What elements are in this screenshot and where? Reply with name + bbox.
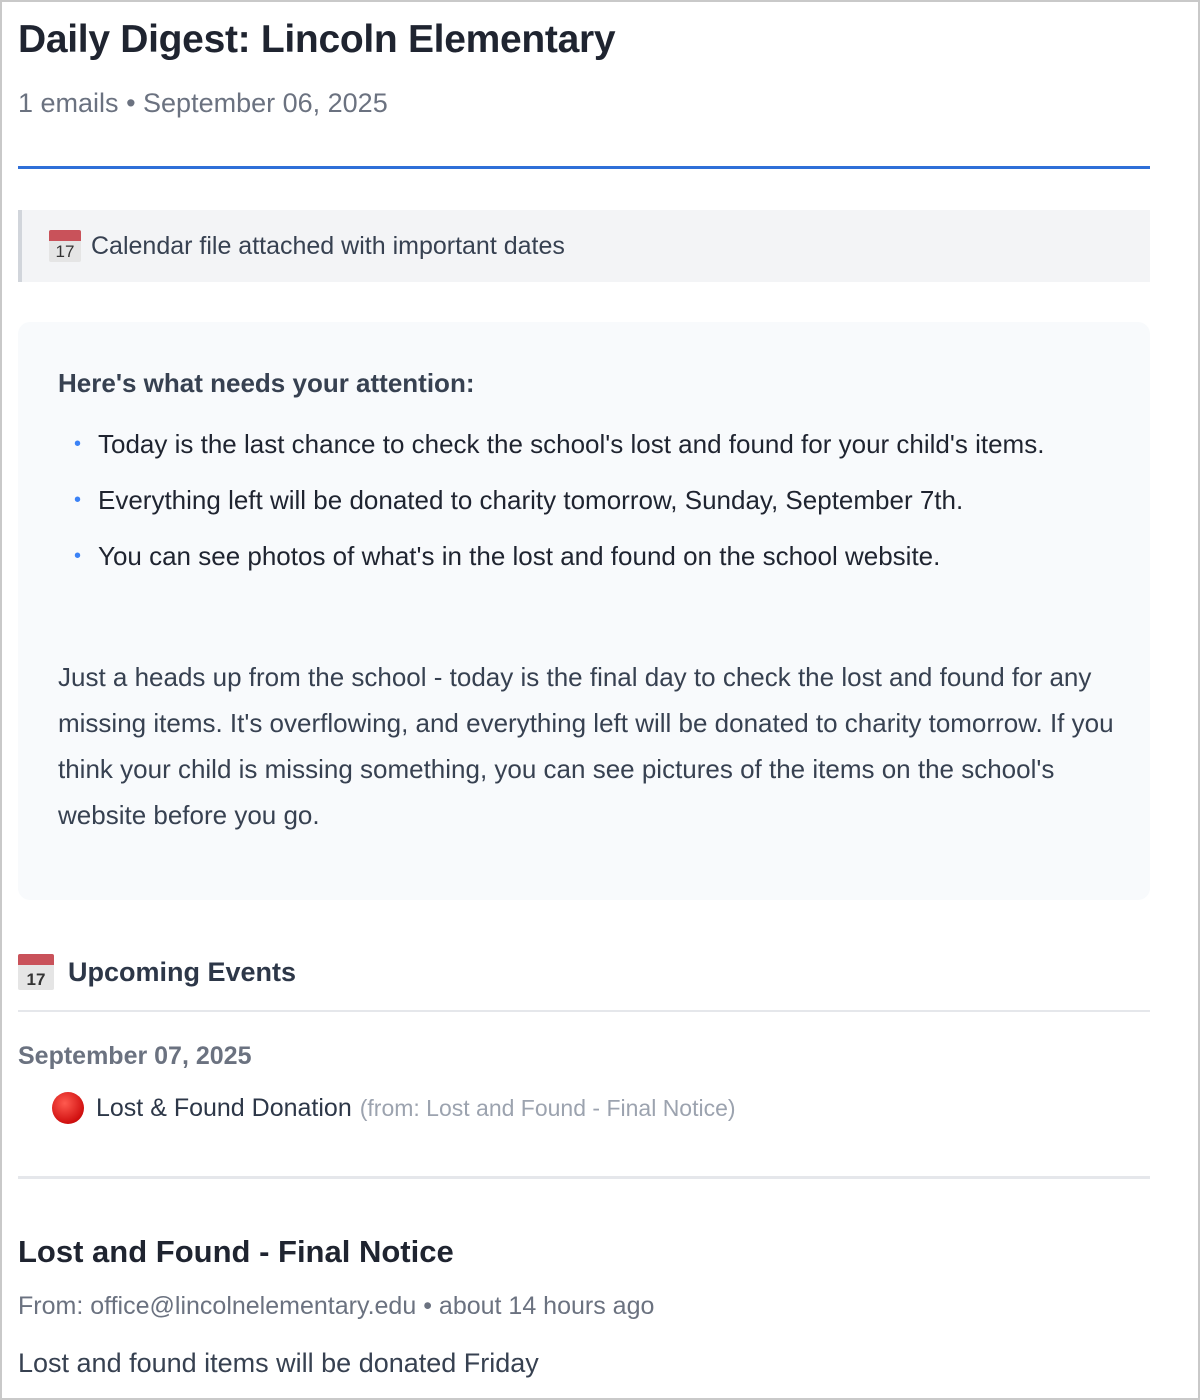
list-item: • Today is the last chance to check the school's lost and found for your child's items.: [58, 422, 1108, 466]
summary-heading: Here's what needs your attention:: [58, 368, 475, 398]
section-divider: [18, 1176, 1150, 1179]
summary-list: [58, 422, 1108, 590]
email-time: about 14 hours ago: [438, 1292, 655, 1320]
event-date: September 07, 2025: [18, 1042, 252, 1070]
calendar-icon: 17: [18, 954, 54, 990]
email-meta: [18, 1292, 654, 1321]
callout-text: Calendar file attached with important dates: [91, 231, 565, 260]
digest-meta: [18, 88, 388, 119]
calendar-attachment-callout: [18, 210, 1150, 282]
separator: •: [423, 1292, 432, 1320]
page-title: Daily Digest: Lincoln Elementary: [18, 18, 616, 61]
upcoming-events-heading: [18, 954, 296, 990]
list-item: • Everything left will be donated to charity tomorrow, Sunday, September 7th.: [58, 478, 1108, 522]
email-count: 1 emails: [18, 88, 119, 118]
summary-card: [18, 322, 1150, 900]
email-subject[interactable]: Lost and Found - Final Notice: [18, 1234, 454, 1269]
event-title: Lost & Found Donation: [96, 1093, 352, 1122]
email-summary: Lost and found items will be donated Friday: [18, 1348, 539, 1378]
digest-date: September 06, 2025: [143, 88, 388, 118]
events-heading-text: Upcoming Events: [68, 956, 297, 987]
event-item[interactable]: [52, 1092, 736, 1124]
separator: •: [126, 88, 136, 118]
header-divider: [18, 166, 1150, 169]
event-source: (from: Lost and Found - Final Notice): [359, 1094, 736, 1121]
events-divider: [18, 1010, 1150, 1012]
calendar-icon: 17: [49, 230, 81, 262]
list-item: • You can see photos of what's in the lost and found on the school website.: [58, 534, 1108, 578]
email-from: From: office@lincolnelementary.edu: [18, 1292, 417, 1320]
summary-paragraph: Just a heads up from the school - today is the final day to check the lost and found for any missing items. It's overflowing, and everything left will be donated to charity tomorrow. If you think your child is missing something, you can see pictures of the items on the school's website before you go.: [58, 662, 1114, 830]
red-circle-icon: [52, 1092, 84, 1124]
